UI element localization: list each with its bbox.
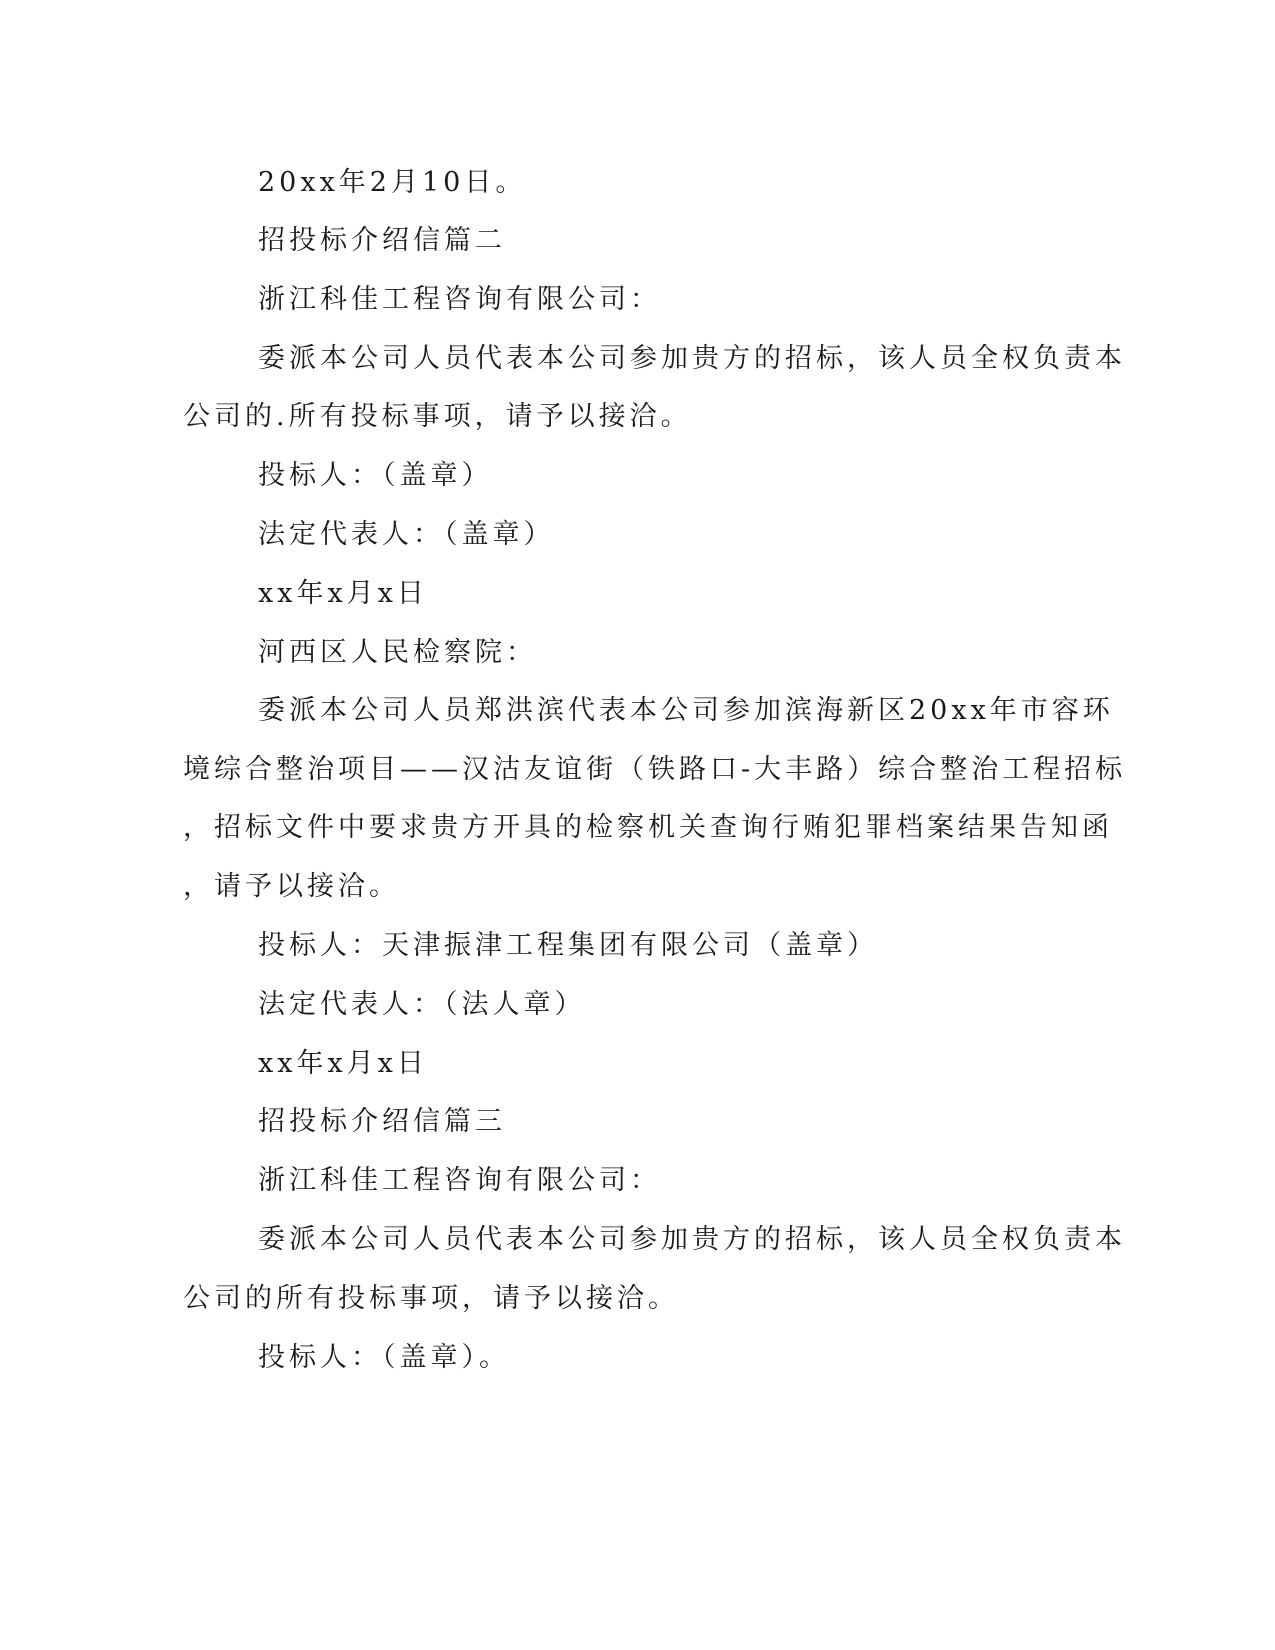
body-paragraph-line: 委派本公司人员代表本公司参加贵方的招标，该人员全权负责本 (258, 1224, 1126, 1255)
body-paragraph-line: 委派本公司人员郑洪滨代表本公司参加滨海新区20xx年市容环 (258, 695, 1114, 726)
bidder-line: 投标人：（盖章） (258, 460, 493, 491)
body-paragraph-line: 委派本公司人员代表本公司参加贵方的招标，该人员全权负责本 (258, 343, 1126, 374)
date-line: 20xx年2月10日。 (258, 167, 527, 198)
addressee-line: 河西区人民检察院： (258, 637, 537, 668)
section-heading: 招投标介绍信篇二 (258, 225, 506, 256)
addressee-line: 浙江科佳工程咨询有限公司： (258, 284, 661, 315)
body-paragraph-line: 公司的所有投标事项，请予以接洽。 (183, 1283, 679, 1314)
legal-representative-line: 法定代表人：（盖章） (258, 519, 555, 550)
bidder-line: 投标人：天津振津工程集团有限公司（盖章） (258, 930, 878, 961)
date-line: xx年x月x日 (258, 578, 428, 609)
bidder-line: 投标人：（盖章）。 (258, 1342, 510, 1373)
addressee-line: 浙江科佳工程咨询有限公司： (258, 1165, 661, 1196)
body-paragraph-line: 公司的.所有投标事项，请予以接洽。 (183, 401, 692, 432)
section-heading: 招投标介绍信篇三 (258, 1106, 506, 1137)
legal-representative-line: 法定代表人：（法人章） (258, 989, 586, 1020)
body-paragraph-line: ，请予以接洽。 (183, 871, 400, 902)
body-paragraph-line: 境综合整治项目——汉沽友谊街（铁路口-大丰路）综合整治工程招标 (183, 754, 1127, 785)
date-line: xx年x月x日 (258, 1048, 428, 1079)
body-paragraph-line: ，招标文件中要求贵方开具的检察机关查询行贿犯罪档案结果告知函 (183, 812, 1113, 843)
